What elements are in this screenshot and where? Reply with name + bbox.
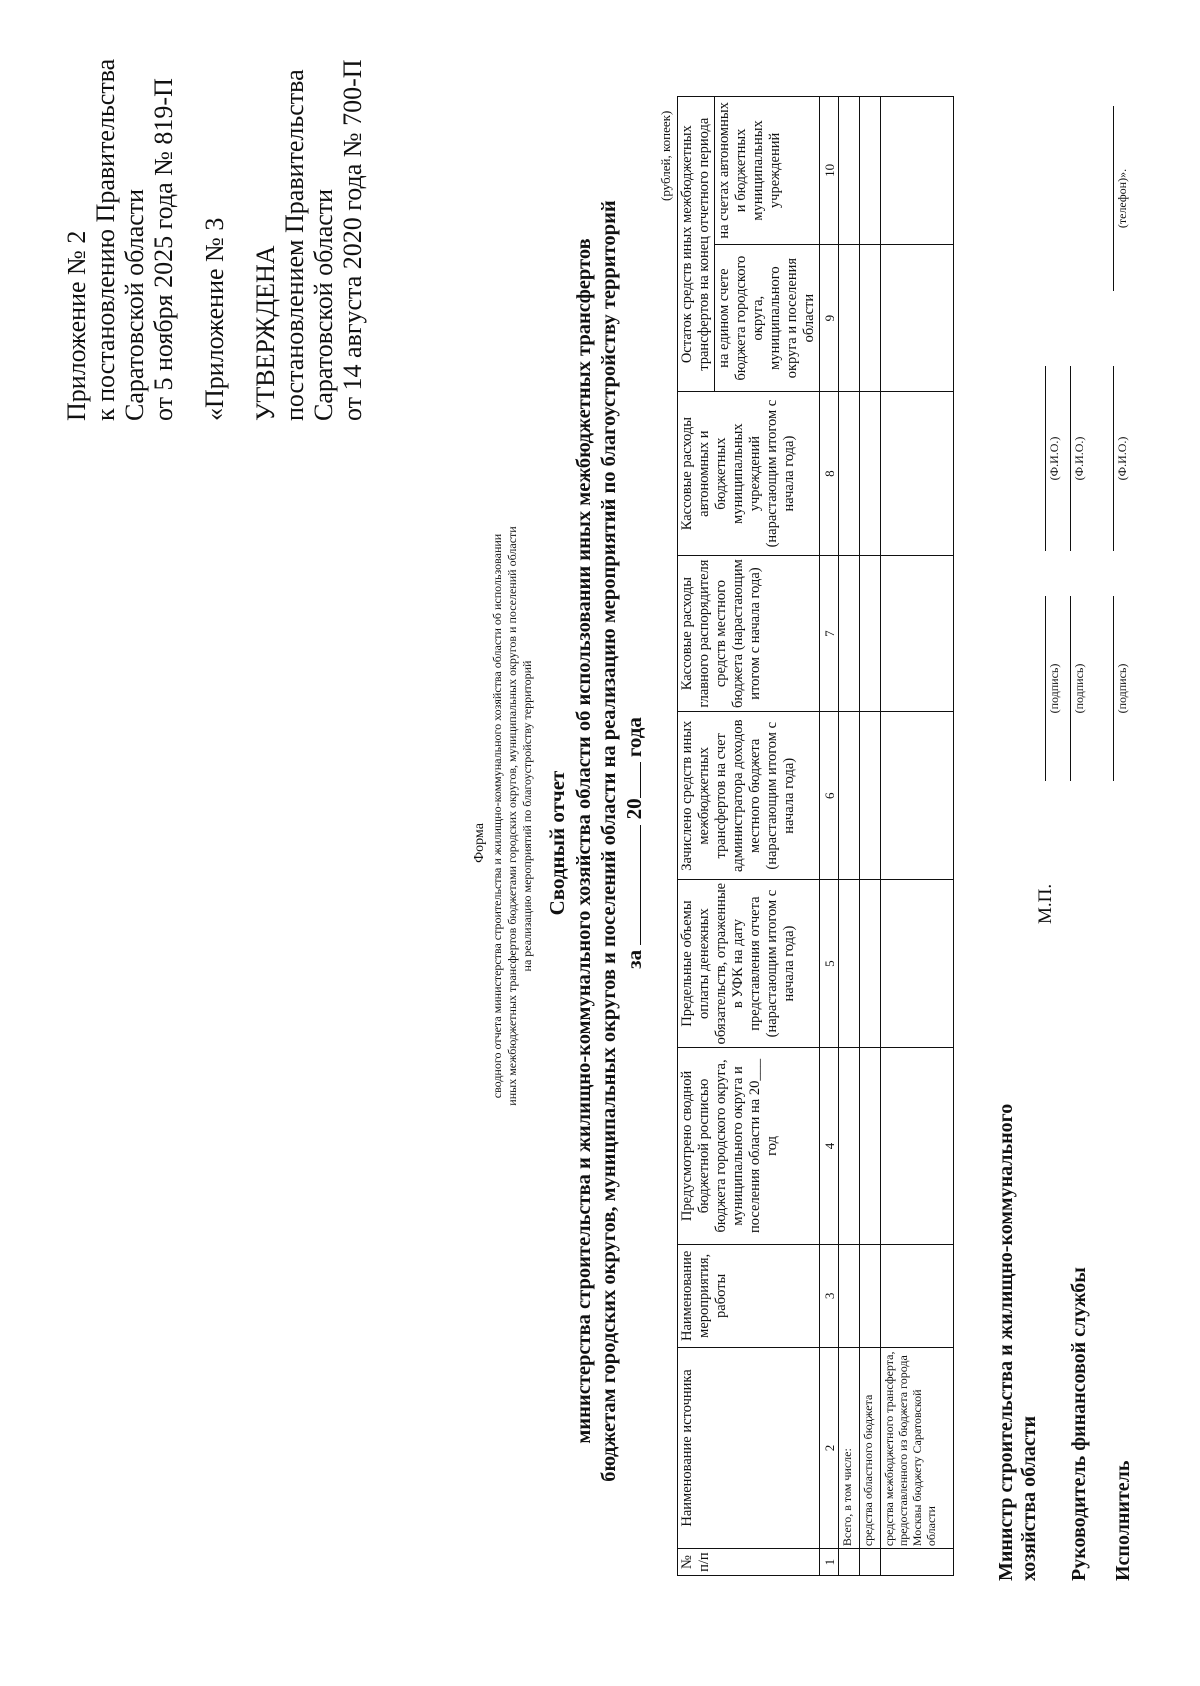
table-row <box>860 97 881 1576</box>
period-prefix: за <box>622 949 646 969</box>
table-cell[interactable] <box>881 880 954 1048</box>
header-num: № п/п <box>678 1549 820 1576</box>
minister-signature-line[interactable] <box>1045 596 1046 781</box>
table-cell[interactable] <box>839 1047 860 1244</box>
table-cell[interactable] <box>860 880 881 1048</box>
column-number: 9 <box>820 244 839 392</box>
executor-signature-title: Исполнитель <box>1112 1460 1134 1581</box>
stamp-placeholder: М.П. <box>1035 883 1056 924</box>
table-cell[interactable] <box>860 244 881 392</box>
minister-signature-label: (подпись) <box>1047 663 1061 714</box>
row-number <box>839 1549 860 1576</box>
header-balance-institutions: на счетах автономных и бюджетных муниципальных учреждений <box>715 97 820 245</box>
column-number: 10 <box>820 97 839 245</box>
minister-name-line[interactable] <box>1045 366 1046 551</box>
finance-head-signature-label: (подпись) <box>1072 663 1086 714</box>
minister-title-line: хозяйства области <box>1018 1415 1040 1581</box>
row-number <box>860 1549 881 1576</box>
period-blank <box>640 825 641 945</box>
header-source: Наименование источника <box>678 1347 820 1548</box>
minister-name-label: (Ф.И.О.) <box>1047 436 1061 481</box>
table-cell[interactable] <box>881 97 954 245</box>
table-cell[interactable] <box>881 392 954 555</box>
column-number: 2 <box>820 1347 839 1548</box>
form-description-line: на реализацию мероприятий по благоустройству территорий <box>520 660 534 972</box>
executor-phone-line[interactable] <box>1113 106 1114 291</box>
form-label: Форма <box>472 823 487 863</box>
finance-head-name-line[interactable] <box>1070 366 1071 551</box>
approved-region: Саратовской области <box>309 188 338 421</box>
units-label: (рублей, копеек) <box>658 110 673 201</box>
table-cell[interactable] <box>860 97 881 245</box>
executor-name-line[interactable] <box>1113 366 1114 551</box>
table-cell[interactable] <box>839 555 860 712</box>
appendix-resolution: к постановлению Правительства <box>91 58 120 421</box>
executor-signature-line[interactable] <box>1113 596 1114 781</box>
report-table <box>677 96 954 1576</box>
report-subtitle-line: бюджетам городских округов, муниципальных округов и поселений области на реализацию мероприятий по благоустройству территорий <box>598 200 620 1482</box>
column-number: 7 <box>820 555 839 712</box>
report-subtitle-line: министерства строительства и жилищно-коммунального хозяйства области об использовании иных межбюджетных трансфертов <box>573 238 595 1444</box>
header-credited: Зачислено средств иных межбюджетных трансфертов на счет администратора доходов местного бюджета (нарастающим итогом с начала года) <box>678 712 820 880</box>
table-row <box>839 97 860 1576</box>
row-source: средства областного бюджета <box>860 1347 881 1548</box>
minister-signature-title <box>995 1104 1041 1581</box>
finance-head-signature-line[interactable] <box>1070 596 1071 781</box>
column-number: 4 <box>820 1047 839 1244</box>
approved-label: УТВЕРЖДЕНА <box>251 245 280 421</box>
table-cell[interactable] <box>839 1244 860 1347</box>
finance-head-signature-title: Руководитель финансовой службы <box>1068 1267 1090 1581</box>
table-cell[interactable] <box>881 244 954 392</box>
header-cash-institutions: Кассовые расходы автономных и бюджетных муниципальных учреждений (нарастающим итогом с начала года) <box>678 392 820 555</box>
form-description-line: иных межбюджетных трансфертов бюджетами городских округов, муниципальных округов и поселений области <box>505 526 519 1106</box>
appendix-date: от 5 ноября 2025 года № 819-П <box>149 78 178 421</box>
table-cell[interactable] <box>881 555 954 712</box>
table-cell[interactable] <box>860 392 881 555</box>
table-cell[interactable] <box>839 712 860 880</box>
header-cash-main: Кассовые расходы главного распорядителя средств местного бюджета (нарастающим итогом с начала года) <box>678 555 820 712</box>
report-period <box>622 0 647 1686</box>
appendix-header <box>62 21 367 421</box>
report-subtitle <box>572 116 622 1566</box>
table-cell[interactable] <box>881 712 954 880</box>
appendix-number: Приложение № 2 <box>62 230 91 421</box>
table-cell[interactable] <box>860 712 881 880</box>
table-cell[interactable] <box>839 392 860 555</box>
table-row <box>881 97 954 1576</box>
header-balance-group: Остаток средств иных межбюджетных трансфертов на конец отчетного периода <box>678 97 715 392</box>
column-number: 3 <box>820 1244 839 1347</box>
approved-by: постановлением Правительства <box>280 69 309 421</box>
executor-phone-label: (телефон)». <box>1115 168 1129 229</box>
table-cell[interactable] <box>860 555 881 712</box>
period-year: 20 <box>622 798 646 820</box>
header-balance-single-account: на едином счете бюджета городского округа, муниципального округа и поселения области <box>715 244 820 392</box>
column-number: 8 <box>820 392 839 555</box>
column-number: 5 <box>820 880 839 1048</box>
header-payment-limits: Предельные объемы оплаты денежных обязательств, отраженные в УФК на дату представления отчета (нарастающим итогом с начала года) <box>678 880 820 1048</box>
period-suffix: года <box>622 717 646 758</box>
table-header-row <box>678 97 715 1576</box>
table-cell[interactable] <box>860 1047 881 1244</box>
table-cell[interactable] <box>881 1047 954 1244</box>
minister-title-line: Министр строительства и жилищно-коммунального <box>995 1103 1017 1581</box>
header-planned: Предусмотрено сводной бюджетной росписью бюджета городского округа, муниципального округа и поселения области на 20___ год <box>678 1047 820 1244</box>
period-year-blank <box>640 762 641 798</box>
old-appendix-number: «Приложение № 3 <box>200 217 229 421</box>
row-source: Всего, в том числе: <box>839 1347 860 1548</box>
header-activity: Наименование мероприятия, работы <box>678 1244 820 1347</box>
table-cell[interactable] <box>860 1244 881 1347</box>
row-source: средства межбюджетного трансферта, предоставленного из бюджета города Москвы бюджету Саратовской области <box>881 1347 954 1548</box>
row-number <box>881 1549 954 1576</box>
executor-name-label: (Ф.И.О.) <box>1115 436 1129 481</box>
table-cell[interactable] <box>881 1244 954 1347</box>
appendix-region: Саратовской области <box>120 188 149 421</box>
table-cell[interactable] <box>839 97 860 245</box>
report-title: Сводный отчет <box>545 770 569 916</box>
table-column-numbers-row <box>820 97 839 1576</box>
table-cell[interactable] <box>839 244 860 392</box>
form-description <box>490 286 535 1346</box>
executor-signature-label: (подпись) <box>1115 663 1129 714</box>
finance-head-name-label: (Ф.И.О.) <box>1072 436 1086 481</box>
approved-date: от 14 августа 2020 года № 700-П <box>338 59 367 421</box>
table-cell[interactable] <box>839 880 860 1048</box>
column-number: 6 <box>820 712 839 880</box>
column-number: 1 <box>820 1549 839 1576</box>
form-description-line: сводного отчета министерства строительства и жилищно-коммунального хозяйства области об использовании <box>490 533 504 1099</box>
